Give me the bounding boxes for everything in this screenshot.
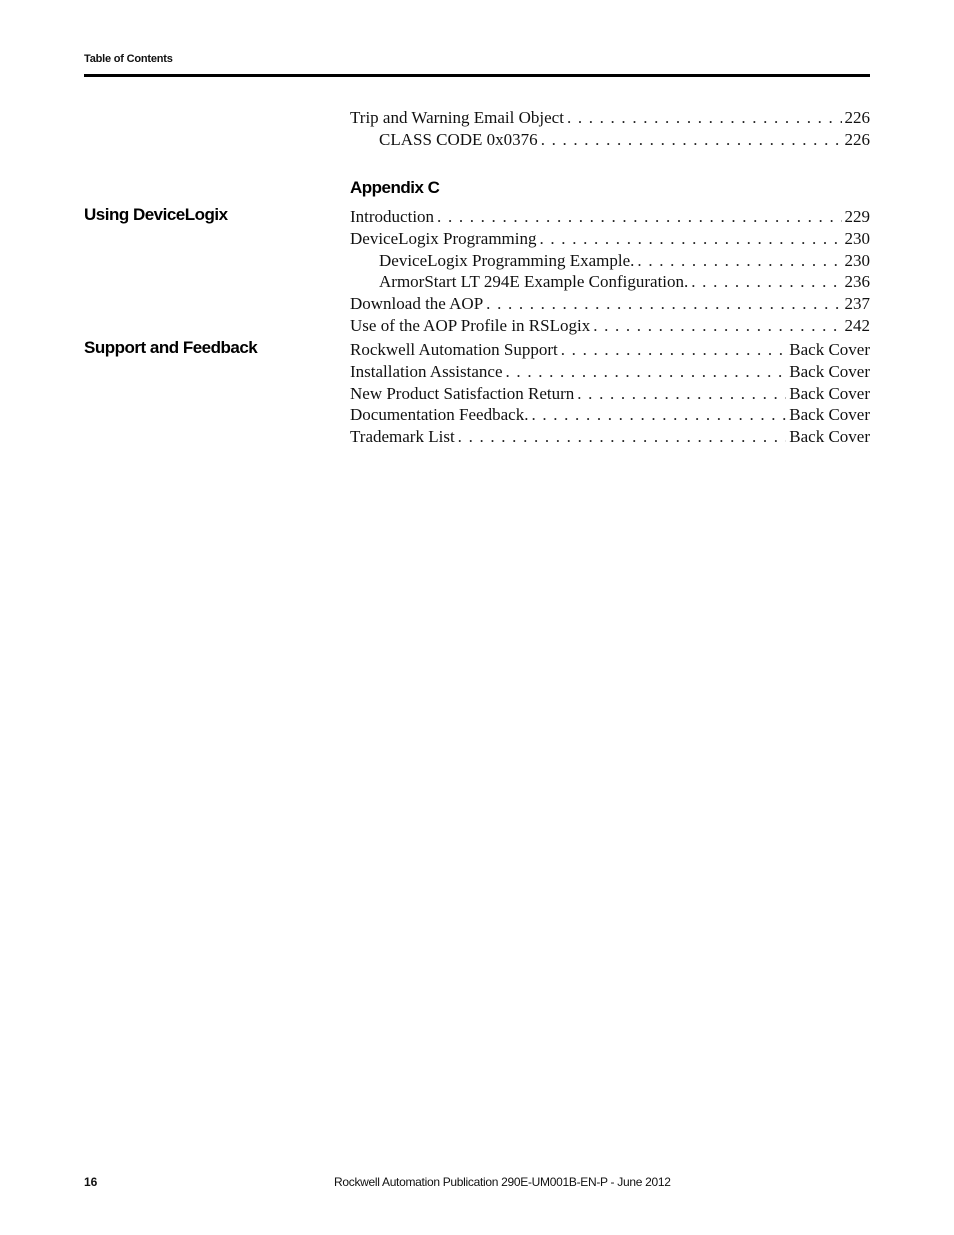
toc-entry-page: 230 (844, 251, 870, 270)
toc-entry-page: 226 (844, 130, 870, 149)
footer-page-number: 16 (84, 1175, 98, 1189)
toc-dot-leader (437, 206, 841, 228)
toc-entry-title: Introduction (350, 207, 435, 226)
toc-entry[interactable] (350, 107, 870, 129)
toc-entry-title: Rockwell Automation Support (350, 340, 558, 359)
toc-dot-leader (506, 361, 787, 383)
toc-entry-page: Back Cover (789, 384, 870, 403)
toc-entry-page: 226 (844, 108, 870, 127)
toc-entry[interactable] (350, 361, 870, 383)
toc-entry-page: 242 (844, 316, 870, 335)
appendix-label: Appendix C (350, 178, 440, 197)
toc-dot-leader (593, 315, 841, 337)
section-heading: Using DeviceLogix (84, 205, 228, 224)
toc-dot-leader (577, 383, 786, 405)
toc-dot-leader (486, 293, 841, 315)
toc-dot-leader (540, 228, 842, 250)
footer-publication: Rockwell Automation Publication 290E-UM001B-EN-P - June 2012 (334, 1175, 671, 1189)
toc-entry-page: Back Cover (789, 362, 870, 381)
toc-entry-title: Download the AOP (350, 294, 484, 313)
toc-entry-title: ArmorStart LT 294E Example Configuration. (379, 272, 689, 291)
toc-entry[interactable] (350, 383, 870, 405)
toc-entry-title: Trademark List (350, 427, 455, 446)
toc-dot-leader (637, 250, 841, 272)
toc-entry-page: Back Cover (789, 405, 870, 424)
running-header: Table of Contents (84, 53, 173, 65)
toc-dot-leader (531, 404, 786, 426)
toc-entry[interactable] (379, 129, 870, 151)
toc-dot-leader (561, 339, 786, 361)
toc-entry-page: 237 (844, 294, 870, 313)
toc-entry[interactable] (379, 271, 870, 293)
toc-entry-page: Back Cover (789, 340, 870, 359)
toc-dot-leader (567, 107, 842, 129)
toc-entry[interactable] (350, 293, 870, 315)
section-heading: Support and Feedback (84, 338, 258, 357)
toc-entry-title: New Product Satisfaction Return (350, 384, 575, 403)
toc-entry[interactable] (350, 315, 870, 337)
toc-entry-page: 236 (844, 272, 870, 291)
toc-entry-title: Documentation Feedback. (350, 405, 529, 424)
toc-entry-title: Trip and Warning Email Object (350, 108, 564, 127)
toc-dot-leader (458, 426, 787, 448)
toc-entry[interactable] (379, 250, 870, 272)
toc-dot-leader (691, 271, 841, 293)
toc-entry[interactable] (350, 206, 870, 228)
header-rule (84, 74, 870, 77)
toc-entry-title: DeviceLogix Programming (350, 229, 537, 248)
toc-entry[interactable] (350, 426, 870, 448)
toc-entry-title: DeviceLogix Programming Example. (379, 251, 635, 270)
toc-entry[interactable] (350, 339, 870, 361)
toc-entry-page: 229 (844, 207, 870, 226)
toc-entry-page: Back Cover (789, 427, 870, 446)
toc-entry-title: Use of the AOP Profile in RSLogix (350, 316, 591, 335)
toc-entry-title: CLASS CODE 0x0376 (379, 130, 538, 149)
toc-entry-page: 230 (844, 229, 870, 248)
toc-entry[interactable] (350, 228, 870, 250)
toc-entry[interactable] (350, 404, 870, 426)
toc-entry-title: Installation Assistance (350, 362, 503, 381)
toc-dot-leader (541, 129, 842, 151)
